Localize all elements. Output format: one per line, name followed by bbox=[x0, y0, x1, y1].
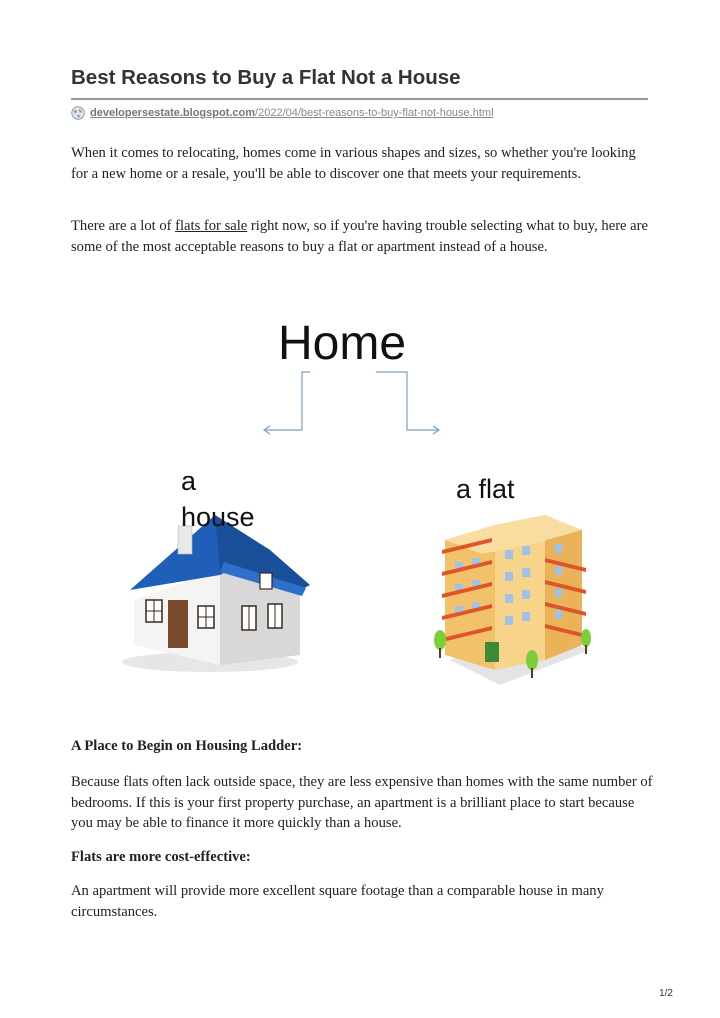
title-divider bbox=[71, 98, 648, 100]
house-illustration bbox=[122, 515, 310, 672]
diagram-house-label-line1: a bbox=[181, 466, 197, 496]
source-url[interactable] bbox=[71, 106, 494, 120]
section1-heading: A Place to Begin on Housing Ladder: bbox=[71, 738, 303, 754]
diagram-flat-label: a flat bbox=[456, 474, 515, 504]
second-paragraph-end: right now, so if you're having trouble selecting what to buy, here are some of the most acceptable reasons to buy a flat or apartment instead of a house. bbox=[71, 218, 649, 255]
second-paragraph bbox=[71, 216, 656, 257]
section2-heading: Flats are more cost-effective: bbox=[71, 849, 251, 865]
source-domain: developersestate.blogspot.com bbox=[90, 107, 256, 119]
intro-paragraph: When it comes to relocating, homes come in various shapes and sizes, so whether you're looking for a new home or a resale, you'll be able to discover one that meets your requirements. bbox=[71, 145, 636, 182]
page-number: 1/2 bbox=[659, 988, 673, 999]
globe-icon bbox=[71, 106, 85, 120]
section1-body: Because flats often lack outside space, they are less expensive than homes with the same number of bedrooms. If this is your first property purchase, an apartment is a brilliant place to start because you may be able to finance it more quickly than a house. bbox=[71, 774, 653, 831]
source-link[interactable] bbox=[90, 107, 494, 119]
flats-for-sale-link[interactable]: flats for sale bbox=[175, 218, 248, 234]
diagram-home-label: Home bbox=[278, 317, 407, 370]
section2-body: An apartment will provide more excellent square footage than a comparable house in many circumstances. bbox=[71, 883, 604, 920]
page-title: Best Reasons to Buy a Flat Not a House bbox=[71, 66, 461, 89]
diagram-house-label-line2: house bbox=[181, 502, 255, 532]
flat-building-illustration bbox=[434, 515, 591, 685]
source-path: /2022/04/best-reasons-to-buy-flat-not-house.html bbox=[255, 107, 494, 119]
second-paragraph-start: There are a lot of bbox=[71, 218, 176, 234]
home-diagram-figure bbox=[120, 300, 600, 700]
